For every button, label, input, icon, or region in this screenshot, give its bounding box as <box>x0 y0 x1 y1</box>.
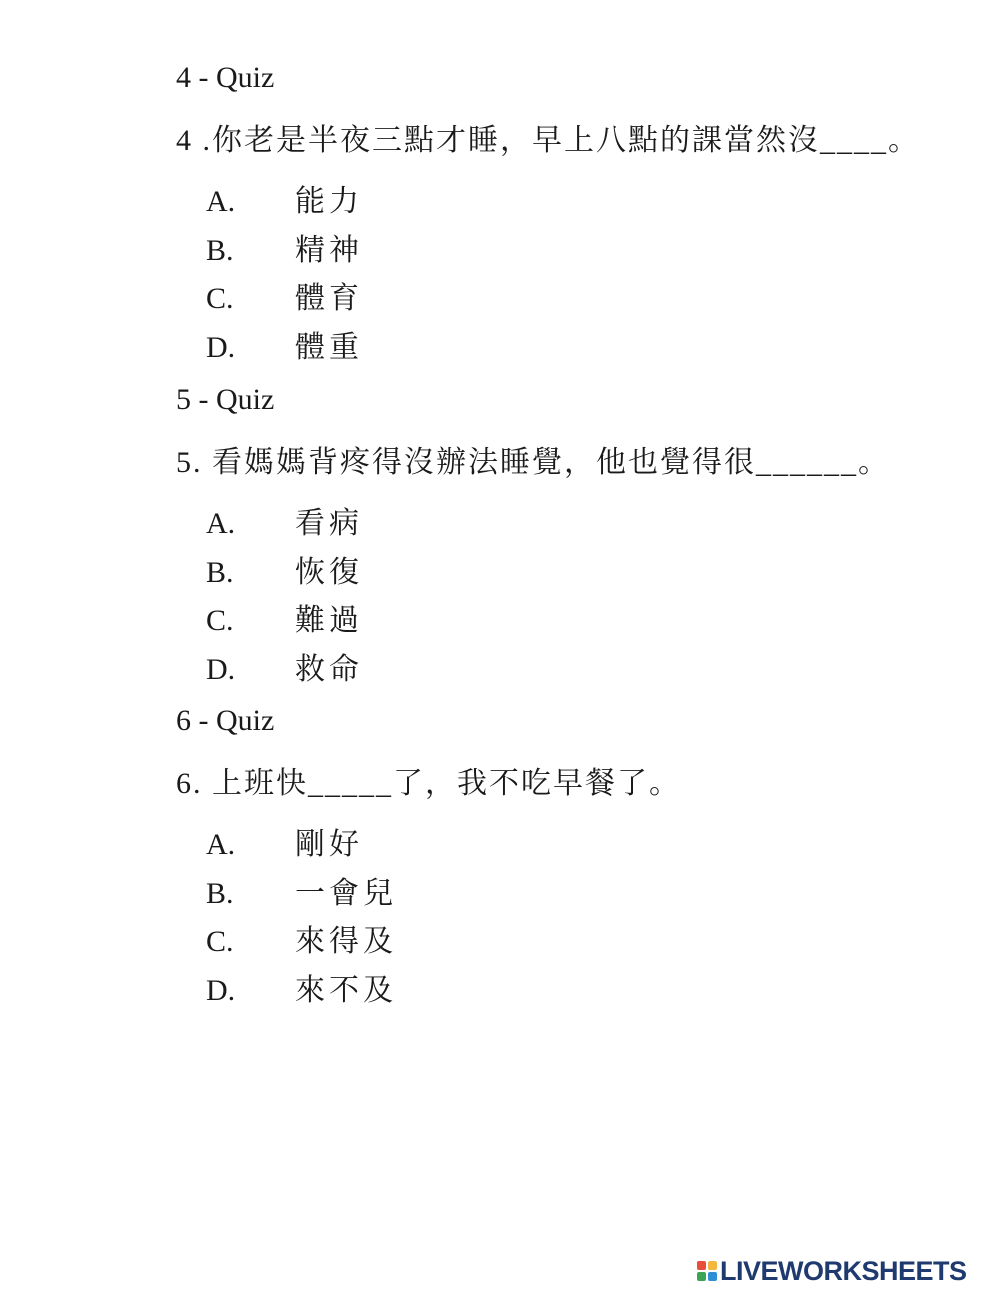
option-text: 看病 <box>295 507 363 540</box>
question-text: 5. 看媽媽背疼得沒辦法睡覺，他也覺得很______。 <box>176 446 890 479</box>
option-letter: D. <box>206 330 236 364</box>
option-d[interactable] <box>176 650 936 699</box>
option-c[interactable] <box>176 922 936 971</box>
option-letter: D. <box>206 973 236 1007</box>
option-text: 恢復 <box>295 555 363 589</box>
option-letter: A. <box>206 828 236 861</box>
option-c[interactable] <box>176 279 936 328</box>
quiz-5 <box>176 382 936 698</box>
option-letter: B. <box>206 233 234 267</box>
option-text: 來不及 <box>295 973 397 1007</box>
option-text: 救命 <box>295 652 363 686</box>
option-letter: C. <box>206 604 234 637</box>
option-letter: C. <box>206 925 234 958</box>
options-list <box>176 504 936 698</box>
option-letter: C. <box>206 282 234 315</box>
quiz-4 <box>176 60 936 376</box>
option-text: 剛好 <box>295 828 363 861</box>
option-text: 一會兒 <box>295 876 397 910</box>
options-list <box>176 825 936 1019</box>
brand-text: LIVEWORKSHEETS <box>720 1255 967 1286</box>
option-letter: A. <box>206 507 236 540</box>
liveworksheets-logo-icon <box>697 1261 717 1281</box>
quiz-heading: 4 - Quiz <box>176 61 275 94</box>
option-b[interactable] <box>176 553 936 602</box>
options-list <box>176 182 936 376</box>
option-text: 體重 <box>295 330 363 364</box>
logo-square-yellow <box>708 1261 717 1270</box>
option-text: 難過 <box>295 604 363 637</box>
option-b[interactable] <box>176 874 936 923</box>
option-d[interactable] <box>176 971 936 1020</box>
option-a[interactable] <box>176 504 936 553</box>
option-text: 精神 <box>295 233 363 267</box>
option-text: 體育 <box>295 282 363 315</box>
option-d[interactable] <box>176 328 936 377</box>
quiz-6 <box>176 703 936 1019</box>
logo-square-green <box>697 1272 706 1281</box>
option-a[interactable] <box>176 825 936 874</box>
option-text: 能力 <box>295 185 363 218</box>
quiz-heading: 5 - Quiz <box>176 383 275 416</box>
question-text: 6. 上班快_____了，我不吃早餐了。 <box>176 767 681 800</box>
quiz-heading: 6 - Quiz <box>176 704 275 737</box>
option-text: 來得及 <box>295 925 397 958</box>
logo-square-blue <box>708 1272 717 1281</box>
option-letter: D. <box>206 652 236 686</box>
liveworksheets-brand[interactable] <box>697 1256 967 1286</box>
option-a[interactable] <box>176 182 936 231</box>
option-letter: B. <box>206 555 234 589</box>
option-letter: A. <box>206 185 236 218</box>
option-c[interactable] <box>176 601 936 650</box>
option-b[interactable] <box>176 231 936 280</box>
logo-square-red <box>697 1261 706 1270</box>
question-text: 4 .你老是半夜三點才睡，早上八點的課當然沒____。 <box>176 124 920 157</box>
option-letter: B. <box>206 876 234 910</box>
